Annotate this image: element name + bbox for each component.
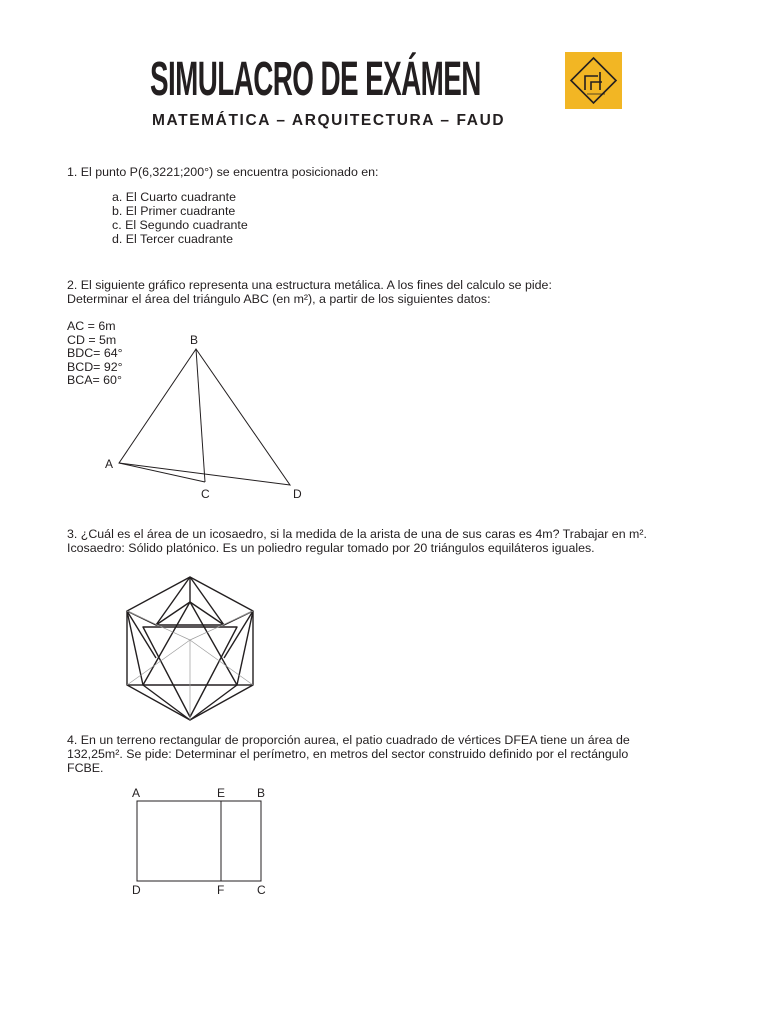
- q4-line-2: 132,25m². Se pide: Determinar el perímetro, en metros del sector construido definido por el rectángulo: [67, 747, 629, 761]
- q3-line-1: 3. ¿Cuál es el área de un icosaedro, si la medida de la arista de una de sus caras es 4m? Trabajar en m².: [67, 527, 647, 541]
- q4-label-a: A: [132, 786, 141, 800]
- q1-option-d: d. El Tercer cuadrante: [112, 232, 233, 246]
- q2-label-d: D: [293, 487, 302, 501]
- q3-line-2: Icosaedro: Sólido platónico. Es un poliedro regular tomado por 20 triángulos equiláteros iguales.: [67, 541, 595, 555]
- exam-title: SIMULACRO DE EXÁMEN: [150, 53, 481, 106]
- q4-label-c: C: [257, 883, 266, 897]
- exam-subtitle: MATEMÁTICA – ARQUITECTURA – FAUD: [152, 112, 506, 129]
- q2-data-ac: AC = 6m: [67, 319, 116, 333]
- q4-label-e: E: [217, 786, 226, 800]
- q4-line-1: 4. En un terreno rectangular de proporción aurea, el patio cuadrado de vértices DFEA tiene un área de: [67, 733, 630, 747]
- q2-label-c: C: [201, 487, 210, 501]
- q1-option-a: a. El Cuarto cuadrante: [112, 190, 236, 204]
- q1-option-c: c. El Segundo cuadrante: [112, 218, 248, 232]
- q2-label-a: A: [105, 457, 114, 471]
- q4-label-d: D: [132, 883, 141, 897]
- q2-line-1: 2. El siguiente gráfico representa una estructura metálica. A los fines del calculo se pide:: [67, 278, 552, 292]
- q2-data-cd: CD = 5m: [67, 333, 117, 347]
- q1-option-b: b. El Primer cuadrante: [112, 204, 236, 218]
- q2-data-bca: BCA= 60°: [67, 373, 122, 387]
- q2-data-bcd: BCD= 92°: [67, 360, 123, 374]
- q4-line-3: FCBE.: [67, 761, 104, 775]
- q4-label-f: F: [217, 883, 225, 897]
- q1-prompt: 1. El punto P(6,3221;200°) se encuentra posicionado en:: [67, 165, 379, 179]
- q2-line-2: Determinar el área del triángulo ABC (en m²), a partir de los siguientes datos:: [67, 292, 491, 306]
- q2-label-b: B: [190, 333, 199, 347]
- q2-data-bdc: BDC= 64°: [67, 346, 123, 360]
- q4-label-b: B: [257, 786, 266, 800]
